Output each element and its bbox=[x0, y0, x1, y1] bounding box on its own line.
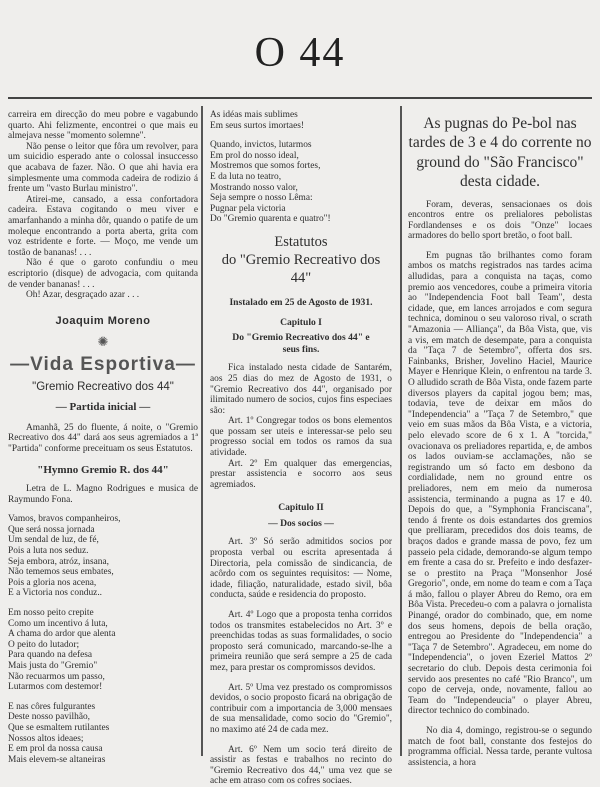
statutes-subtitle: do "Gremio Recreativo dos 44" bbox=[221, 252, 381, 287]
paragraph: Art. 6º Nem um socio terá direito de assistir as festas e trabalhos no recinto do "Gremio Recreativo dos 44," uma vez que se ache em atraso com os cofres sociaes. bbox=[210, 744, 392, 787]
chapter-title: Do "Gremio Recreativo dos 44" e seus fins. bbox=[232, 332, 370, 355]
verse-line: Nossos altos ideaes; bbox=[8, 733, 84, 744]
stanza bbox=[210, 110, 392, 131]
verse-line: As idéas mais sublimes bbox=[210, 110, 298, 120]
hymn-credit: Letra de L. Magno Rodrigues e musica de Raymundo Fona. bbox=[8, 484, 198, 505]
verse-line: Pois a gloria nos acena, bbox=[8, 577, 97, 588]
verse-line: E nas côres fulgurantes bbox=[8, 701, 96, 712]
installed-date: Instalado em 25 de Agosto de 1931. bbox=[229, 297, 373, 309]
verse-line: Quando, invictos, lutarmos bbox=[210, 140, 312, 151]
paragraph: carreira em direcção do meu pobre e vagabundo quarto. Ahi felizmente, encontrei o que mais eu almejava nesse "momento solemne". bbox=[8, 110, 198, 142]
statutes-title: Estatutos bbox=[274, 233, 328, 250]
verse-line: Não tememos seus embates, bbox=[8, 567, 114, 578]
chapter-heading: Capitulo I bbox=[280, 316, 322, 328]
verse-line: Seja embora, atróz, insana, bbox=[8, 556, 110, 567]
verse-line: Que se esmaltem rutilantes bbox=[8, 722, 110, 733]
chapter-title: — Dos socios — bbox=[268, 517, 334, 529]
verse-line: E da luta no teatro, bbox=[210, 171, 282, 182]
verse-line: Que será nossa jornada bbox=[8, 524, 95, 535]
stanza bbox=[8, 702, 198, 766]
verse-line: Mostremos que somos fortes, bbox=[210, 161, 321, 172]
paragraph: Art. 4º Logo que a proposta tenha corridos todos os transmites estabelecidos no Art. 3º e preenchidas todas as suas formalidades, o socio proposto será comunicado, marcando-se-lhe a primeira reunião que será sempre a 25 de cada mez, para prestar os compromissos devidos. bbox=[210, 610, 392, 673]
verse-line: E a Victoria nos conduz.. bbox=[8, 588, 103, 599]
stanza bbox=[8, 514, 198, 599]
verse-line: Seja sempre o nosso Lêma: bbox=[210, 193, 313, 204]
verse-line: Como um incentivo á luta, bbox=[8, 618, 108, 629]
paragraph: Art. 5º Uma vez prestado os compromissos devidos, o socio proposto ficará na obrigação de contribuir com a importancia de 3,000 mensaes de sua mensalidade, como socio do "Gremio", no maximo até 24 de cada mez. bbox=[210, 682, 392, 735]
paragraph: Art. 1º Congregar todos os bons elementos que possam ser uteis e interessar-se pelo seu progresso social em todos os ramos da sua atividade. bbox=[210, 416, 392, 459]
left-column bbox=[8, 110, 198, 765]
column-divider bbox=[400, 106, 402, 756]
paragraph: Atirei-me, cansado, a essa confortadora cadeira. Estava cogitando o meu viver e amarfanhando a minha dôr, quando o patife de um moleque encontrando a porta aberta, grita com voz estridente e forte. — Moço, me vende um tostão de bananas! . . . bbox=[8, 194, 198, 258]
verse-line: Pois a luta nos seduz. bbox=[8, 546, 89, 557]
verse-line: Deste nosso pavilhão, bbox=[8, 712, 91, 723]
stanza bbox=[210, 140, 392, 225]
club-title: "Gremio Recreativo dos 44" bbox=[32, 381, 174, 394]
hymn-title: "Hymno Gremio R. dos 44" bbox=[37, 464, 169, 477]
verse-line: Lutarmos com destemor! bbox=[8, 682, 103, 693]
verse-line: Vamos, bravos companheiros, bbox=[8, 514, 121, 525]
paragraph: Foram, deveras, sensacionaes os dois encontros entre os prelialores pebolistas Fordlandenses e os dois "Onze" locaes armadores do bello sport bretão, o foot ball. bbox=[408, 199, 592, 242]
stanza bbox=[8, 608, 198, 693]
verse-line: Não recuarmos um passo, bbox=[8, 671, 105, 682]
paragraph: No dia 4, domingo, registrou-se o segundo match de foot ball, constante dos festejos do programma official. Nessa tarde, perante vultosa assistencia, a hora bbox=[408, 726, 592, 768]
announcement: Amanhã, 25 do fluente, á noite, o "Gremio Recreativo dos 44" dará aos seus agremiados a 1ª "Partida" conforme preceituam os seus Estatutos. bbox=[8, 422, 198, 454]
paragraph: Não pense o leitor que fôra um revolver, para um suicidio esperado ante o colossal insuccesso que acabava de fazer. Não. O que ahi havia era simplesmente uma commoda cadeira de rodizio á frente um "vasto Burlau ministro". bbox=[8, 141, 198, 195]
verse-line: Em seus surtos imortaes! bbox=[210, 120, 304, 131]
verse-line: Em nosso peito crepite bbox=[8, 608, 94, 619]
paragraph: Art. 2º Em qualquer das emergencias, prestar assistencia e socorro aos seus agremiados. bbox=[210, 458, 392, 490]
middle-column bbox=[210, 110, 392, 787]
paragraph: Não é que o garoto confundiu o meu escriptorio (disque) de advogacia, com quitanda de vender bananas! . . . bbox=[8, 258, 198, 290]
verse-line: Para quando na defesa bbox=[8, 650, 93, 661]
verse-line: A chama do ardor que alenta bbox=[8, 629, 116, 640]
section-title: —Vida Esportiva— bbox=[10, 353, 196, 375]
masthead: O 44 bbox=[254, 30, 346, 76]
header-rule bbox=[8, 97, 592, 99]
verse-line: Mais elevem-se altaneiras bbox=[8, 754, 106, 765]
verse-line: O peito do lutador; bbox=[8, 639, 80, 650]
verse-line: Um sendal de luz, de fé, bbox=[8, 535, 99, 546]
chapter-heading: Capitulo II bbox=[278, 502, 324, 514]
paragraph: Art. 3º Só serão admitidos socios por proposta verbal ou escrita apresentada á Directoria, pela comissão de sindicancia, de acôrdo com os seguintes requisitos: — Nome, idade, filiação, naturalidade, estado sivil, bôa conducta, saúde e residencia do proposto. bbox=[210, 537, 392, 601]
author-signature: Joaquim Moreno bbox=[55, 314, 151, 327]
verse-line: Mostrando nosso valor, bbox=[210, 182, 298, 193]
article-headline: As pugnas do Pe-bol nas tardes de 3 e 4 do corrente no ground do "São Francisco" desta cidade. bbox=[408, 115, 592, 191]
verse-line: Do "Gremio quarenta e quatro"! bbox=[210, 214, 331, 225]
paragraph: Oh! Azar, desgraçado azar . . . bbox=[26, 290, 140, 301]
subtitle: — Partida inicial — bbox=[55, 400, 151, 413]
verse-line: Mais justa do "Gremio" bbox=[8, 661, 98, 671]
verse-line: Em prol do nosso ideal, bbox=[210, 150, 299, 161]
verse-line: Pugnar pela victoria bbox=[210, 203, 286, 214]
paragraph: Em pugnas tão brilhantes como foram ambos os matchs registrados nas tardes acima alludidas, para a conquista na taças, como premio aos vencedores, coube a primeira vitoria ao "Independencia Foot ball Team", desta cidade, que, em lances arrojados e com segura technica, dominou o seu valoroso rival, o scrath "Amazonia — Alliança", da Bôa Vista, que, vis a vis, em match de desempate, para a conquista da "Taça 7 de Setembro", offerta dos srs. Fainbanks, Brisher, Jovelino Haciel, Maurice Mayer e Henrique Klein, o enfrentou na tarde 3. O alludido scrath de Bôa Vista, onde fazem parte diversos players da capital jogou bem; mas, todavia, teve de deixar em mãos do "Independencia" a "Taça 7 de Setembro," que veio em suas mãos da Bôa Vista, e a victoria, pelo elevado score de 6 x 1. A "torcida," ovacionava os preliadores repartida, e, de ambos os lados ouviam-se acclamações, não se registrando um só facto em desbono da cordialidade, nem no ground entre os preliadores, nem em meio da numerosa assistencia, terminando a pugna as 17 e 40. Depois do que, a "Symphonia Franciscana", tendo á frente os dois estandartes dos gremios que prelliaram, precedidos dos dois teams, de braços dados e grande massa de povo, fez um passeio pela cidade, demorando-se algum tempo em frente a casa do sr. Prefeito e indo desfazer-se o prestito na Praça "Monsenhor José Gregorio", onde, em nome do team e com a Taça á mão, fallou o player Abreu do Remo, ora em Bôa Vista. Precedeu-o com a palavra o jornalista Pinangé, orador do combinado, que, em nome dos seus homens, depois de bella oração, entregou ao Presidente do "Independencia" a "Taça 7 de Setembro". Agradeceu, em nome do "Independencia", o joven Ezeriel Mattos 2º secretario do club. Depois desta cerimonia foi servido aos presentes no café "Rio Branco", um copo de cerveja, onde, novamente, fallou ao Team do "Independeucia" o player Abreu, director technico do combinado. bbox=[408, 250, 592, 717]
column-divider bbox=[201, 106, 203, 756]
verse-line: E em prol da nossa causa bbox=[8, 744, 103, 755]
statutes-heading bbox=[210, 233, 392, 287]
paragraph: Fica instalado nesta cidade de Santarém, aos 25 dias do mez de Agosto de 1931, o "Gremio Recreativo dos 44", organisado por ilimitado numero de socios, cujos fins especiaes são: bbox=[210, 363, 392, 416]
right-column bbox=[408, 110, 592, 768]
ornament-icon: ✺ bbox=[97, 334, 109, 350]
